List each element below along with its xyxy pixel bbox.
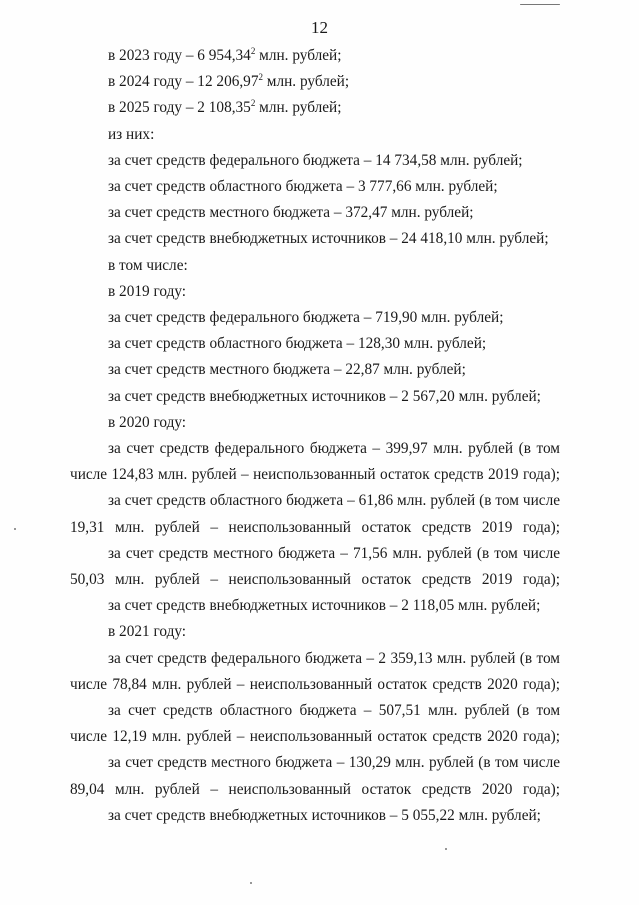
text-line: за счет средств федерального бюджета – 14 734,58 млн. рублей; bbox=[108, 151, 523, 169]
text-line: за счет средств местного бюджета – 22,87 млн. рублей; bbox=[108, 361, 466, 379]
year-line-2023: в 2023 году – 6 954,34$^2$ млн. рублей; bbox=[108, 46, 342, 64]
scan-speck bbox=[520, 4, 560, 5]
text-line: за счет средств внебюджетных источников – 2 567,20 млн. рублей; bbox=[108, 387, 541, 405]
paragraph-continuation: числе 78,84 млн. рублей – неиспользованный остаток средств 2020 года); bbox=[70, 675, 560, 693]
scan-speck bbox=[14, 528, 16, 530]
paragraph-first-line: за счет средств федерального бюджета – 399,97 млн. рублей (в том bbox=[108, 440, 560, 458]
paragraph-continuation: числе 12,19 млн. рублей – неиспользованный остаток средств 2020 года); bbox=[70, 728, 560, 746]
text-line: за счет средств внебюджетных источников – 2 118,05 млн. рублей; bbox=[108, 597, 541, 615]
paragraph-first-line: за счет средств федерального бюджета – 2 359,13 млн. рублей (в том bbox=[108, 649, 560, 667]
text-line: в 2019 году: bbox=[108, 282, 187, 300]
page-number: 12 bbox=[311, 18, 328, 37]
text-line: за счет средств местного бюджета – 372,47 млн. рублей; bbox=[108, 204, 474, 222]
scan-speck bbox=[250, 882, 252, 884]
text-line: за счет средств внебюджетных источников – 24 418,10 млн. рублей; bbox=[108, 230, 549, 248]
paragraph-first-line: за счет средств областного бюджета – 61,86 млн. рублей (в том числе bbox=[108, 492, 560, 510]
year-heading-2021: в 2021 году: bbox=[108, 623, 187, 641]
document-body bbox=[70, 43, 560, 829]
text-line: за счет средств областного бюджета – 128,30 млн. рублей; bbox=[108, 335, 487, 353]
text-line: за счет средств внебюджетных источников – 5 055,22 млн. рублей; bbox=[108, 806, 541, 824]
paragraph-first-line: за счет средств областного бюджета – 507,51 млн. рублей (в том bbox=[108, 702, 560, 720]
text-line: из них: bbox=[108, 125, 155, 143]
paragraph-continuation: числе 124,83 млн. рублей – неиспользованный остаток средств 2019 года); bbox=[70, 466, 560, 484]
year-line-2025: в 2025 году – 2 108,35$^2$ млн. рублей; bbox=[108, 98, 342, 117]
year-line-2024: в 2024 году – 12 206,97$^2$ млн. рублей; bbox=[108, 72, 350, 91]
paragraph-continuation: 50,03 млн. рублей – неиспользованный остаток средств 2019 года); bbox=[70, 571, 560, 589]
paragraph-first-line: за счет средств местного бюджета – 71,56 млн. рублей (в том числе bbox=[108, 544, 560, 562]
paragraph-first-line: за счет средств местного бюджета – 130,29 млн. рублей (в том числе bbox=[108, 754, 560, 772]
text-line: за счет средств областного бюджета – 3 777,66 млн. рублей; bbox=[108, 178, 498, 196]
text-line: в 2020 году: bbox=[108, 413, 187, 431]
text-line: за счет средств федерального бюджета – 719,90 млн. рублей; bbox=[108, 309, 504, 327]
scan-speck bbox=[445, 848, 447, 850]
text-line: в том числе: bbox=[108, 256, 188, 274]
paragraph-continuation: 19,31 млн. рублей – неиспользованный остаток средств 2019 года); bbox=[70, 518, 560, 536]
paragraph-continuation: 89,04 млн. рублей – неиспользованный остаток средств 2020 года); bbox=[70, 780, 560, 798]
